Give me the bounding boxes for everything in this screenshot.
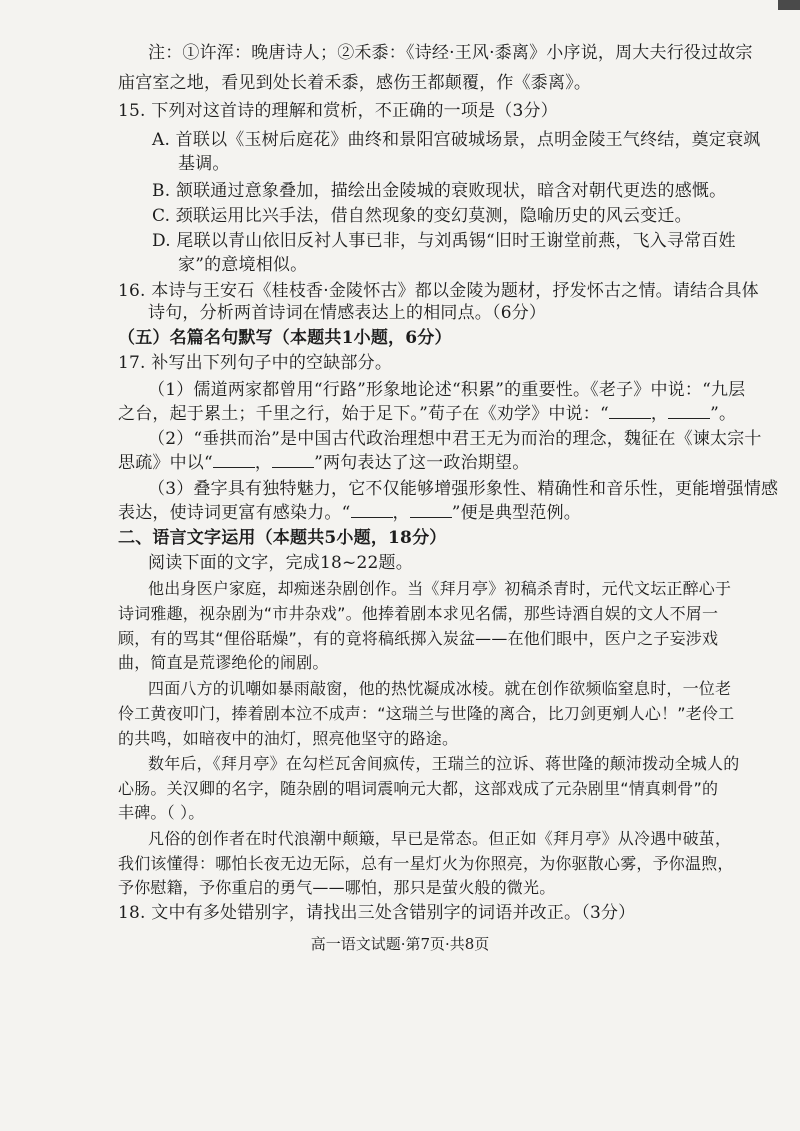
passage-p3-line-2: 心肠。关汉卿的名字，随杂剧的唱词震响元大都，这部戏成了元杂剧里“情真刺骨”的 (118, 779, 719, 798)
q18-stem: 18. 文中有多处错别字，请找出三处含错别字的词语并改正。（3分） (118, 903, 636, 923)
q17-part3-line-1: （3）叠字具有独特魅力，它不仅能够增强形象性、精确性和音乐性，更能增强情感 (148, 479, 779, 499)
q17-part1-text-b: ， (650, 404, 669, 424)
answer-blank[interactable] (668, 404, 710, 419)
q15-option-b: B. 颔联通过意象叠加，描绘出金陵城的衰败现状，暗含对朝代更迭的感慨。 (152, 181, 727, 201)
q17-part3-text-c: ”便是典型范例。 (451, 503, 581, 523)
passage-p2-line-3: 的共鸣，如暗夜中的油灯，照亮他坚守的路途。 (118, 729, 459, 748)
passage-p2-line-2: 伶工黄夜叩门，捧着剧本泣不成声：“这瑞兰与世隆的离合，比刀剑更剜人心！”老伶工 (118, 704, 735, 723)
passage-p3-line-3: 丰碑。（ ）。 (118, 803, 205, 822)
passage-p2-line-1: 四面八方的讥嘲如暴雨敲窗，他的热忱凝成冰棱。就在创作欲频临窒息时，一位老 (148, 679, 732, 698)
note-line-2: 庙宫室之地，看见到处长着禾黍，感伤王都颠覆，作《黍离》。 (118, 73, 592, 93)
passage-p3-line-1: 数年后，《拜月亭》在勾栏瓦舍间疯传，王瑞兰的泣诉、蒋世隆的颠沛拨动全城人的 (148, 754, 740, 773)
passage-p4-line-3: 予你慰籍，予你重启的勇气——哪怕，那只是萤火般的微光。 (118, 878, 556, 897)
q15-option-d-line-1: D. 尾联以青山依旧反衬人事已非，与刘禹锡“旧时王谢堂前燕，飞入寻常百姓 (152, 231, 736, 251)
q17-part2-line-2 (118, 453, 529, 473)
q16-line-2: 诗句，分析两首诗词在情感表达上的相同点。（6分） (148, 303, 547, 323)
q17-part2-text-a: 思疏》中以“ (118, 453, 213, 473)
q17-part2-text-c: ”两句表达了这一政治期望。 (314, 453, 530, 473)
answer-blank[interactable] (272, 453, 314, 468)
q15-option-d-line-2: 家”的意境相似。 (178, 255, 308, 275)
passage-p1-line-3: 顾，有的骂其“俚俗聒燥”，有的竟将稿纸掷入炭盆——在他们眼中，医户之子妄涉戏 (118, 629, 719, 648)
q17-part2-line-1: （2）“垂拱而治”是中国古代政治理想中君王无为而治的理念，魏征在《谏太宗十 (148, 429, 762, 449)
passage-p4-line-1: 凡俗的创作者在时代浪潮中颠簸，早已是常态。但正如《拜月亭》从冷遇中破茧， (148, 829, 732, 848)
answer-blank[interactable] (609, 404, 651, 419)
q17-part3-text-a: 表达，使诗词更富有感染力。“ (118, 503, 351, 523)
passage-p1-line-4: 曲，简直是荒谬绝伦的闹剧。 (118, 653, 329, 672)
q15-stem: 15. 下列对这首诗的理解和赏析，不正确的一项是（3分） (118, 101, 558, 121)
section-5-heading: （五）名篇名句默写（本题共1小题，6分） (118, 328, 452, 348)
q15-option-c: C. 颈联运用比兴手法，借自然现象的变幻莫测，隐喻历史的风云变迁。 (152, 206, 692, 226)
passage-p4-line-2: 我们该懂得：哪怕长夜无边无际，总有一星灯火为你照亮，为你驱散心雾，予你温煦， (118, 854, 734, 873)
page-footer: 高一语文试题·第7页·共8页 (310, 935, 490, 953)
q17-part2-text-b: ， (254, 453, 273, 473)
answer-blank[interactable] (410, 503, 452, 518)
q17-part1-line-2 (118, 404, 736, 424)
passage-p1-line-1: 他出身医户家庭，却痴迷杂剧创作。当《拜月亭》初稿杀青时，元代文坛正醉心于 (148, 579, 732, 598)
q15-option-a-line-1: A. 首联以《玉树后庭花》曲终和景阳宫破城场景，点明金陵王气终结，奠定衰飒 (152, 130, 761, 150)
reading-intro: 阅读下面的文字，完成18~22题。 (148, 553, 413, 573)
q16-line-1: 16. 本诗与王安石《桂枝香·金陵怀古》都以金陵为题材，抒发怀古之情。请结合具体 (118, 281, 759, 301)
q15-option-a-line-2: 基调。 (178, 154, 230, 174)
section-2-heading: 二、语言文字运用（本题共5小题，18分） (118, 528, 447, 548)
scan-corner-mark (778, 0, 800, 10)
q17-part1-text-a: 之台，起于累土；千里之行，始于足下。”荀子在《劝学》中说：“ (118, 404, 609, 424)
note-line-1: 注：①许浑：晚唐诗人；②禾黍：《诗经·王风·黍离》小序说，周大夫行役过故宗 (148, 43, 753, 63)
q17-part1-line-1: （1）儒道两家都曾用“行路”形象地论述“积累”的重要性。《老子》中说：“九层 (148, 380, 746, 400)
q17-stem: 17. 补写出下列句子中的空缺部分。 (118, 353, 393, 373)
q17-part3-line-2 (118, 503, 581, 523)
q17-part1-text-c: ”。 (710, 404, 737, 424)
answer-blank[interactable] (351, 503, 393, 518)
passage-p1-line-2: 诗词雅趣，视杂剧为“市井杂戏”。他捧着剧本求见名儒，那些诗酒自娱的文人不屑一 (118, 604, 719, 623)
q17-part3-text-b: ， (392, 503, 410, 523)
answer-blank[interactable] (213, 453, 255, 468)
